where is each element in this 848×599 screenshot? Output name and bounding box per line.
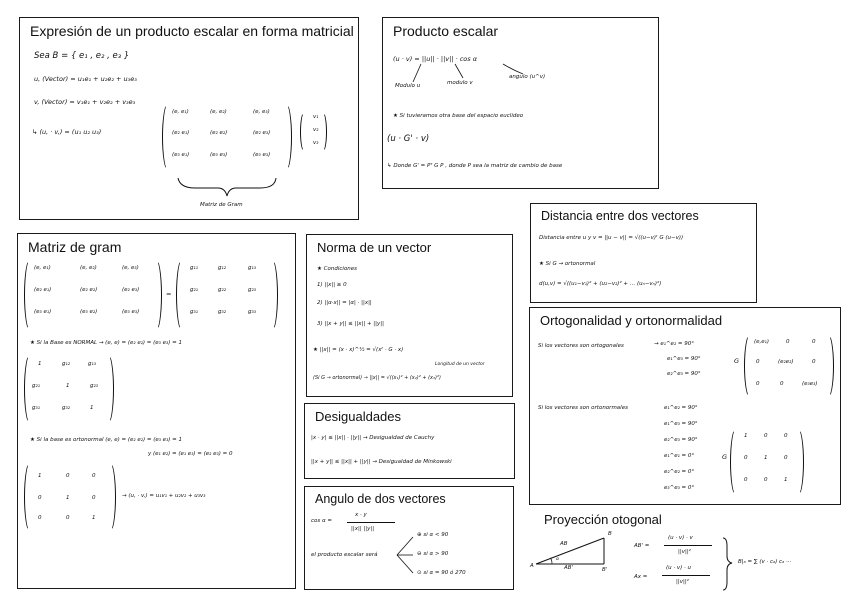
cond-3: 3) ||x + y|| ≤ ||x|| + ||y|| — [317, 321, 384, 327]
g-cell: g₃₁ — [190, 309, 198, 315]
card-norma — [306, 234, 513, 397]
distancia-def: Distancia entre u y v = ||u − v|| = √((u−v)ᵗ G (u−v)) — [539, 235, 684, 241]
desigualdad-minkowski: ||x + y|| ≤ ||x|| + ||y|| → Desigualdad de Minkowski — [311, 459, 452, 465]
cos-den: ||x|| ||y|| — [351, 526, 375, 532]
ortog-cell: (e₂e₂) — [778, 359, 794, 365]
normal-cell: g₁₃ — [88, 361, 96, 367]
ortonorm-cell: 0 — [764, 433, 768, 439]
ortonorm-cell: 1 — [744, 433, 748, 439]
gram-cell: (e₃ e₃) — [210, 152, 228, 158]
v-line: v, (Vector) = v₁e₁ + v₂e₂ + v₃e₃ — [34, 98, 136, 106]
ortog-cell: (e,e₁) — [754, 339, 770, 345]
g-label: G — [734, 357, 740, 365]
card-ortogonalidad — [529, 307, 841, 505]
section-proyeccion — [530, 510, 848, 599]
ortonorm-cond: e₁^e₂ = 90° — [664, 405, 698, 411]
prod-line: ↳ (u, · v,) = (u₁ u₂ u₃) — [32, 128, 102, 136]
label-modulo-u: Modulo u — [395, 83, 421, 89]
gram-cell: (e₃ e₁) — [34, 309, 52, 315]
normal-cell: g₂₃ — [90, 383, 98, 389]
cond-4: ★ ||x|| = (x · x)^½ = √(xᵗ · G · x) — [313, 347, 404, 353]
g-cell: g₃₂ — [218, 309, 226, 315]
ortonorm-cond: e₁^e₁ = 0° — [664, 453, 695, 459]
g-cell: g₂₂ — [218, 287, 226, 293]
gram-cell: (e, e₂) — [80, 265, 97, 271]
gram-cell: (e, e₁) — [172, 109, 189, 115]
gram-cell: (e₂ e₁) — [34, 287, 52, 293]
tri-Bp: B' — [602, 567, 608, 573]
orto-cell: 0 — [66, 515, 70, 521]
cond-2: 2) ||α·x|| = |α| · ||x|| — [317, 300, 372, 306]
card-title: Norma de un vector — [317, 240, 432, 255]
ortog-cond: e₂^e₃ = 90° — [667, 371, 701, 377]
ortonorm-cell: 0 — [784, 433, 788, 439]
ortog-cell: 0 — [812, 339, 816, 345]
ortonorm-cell: 1 — [784, 477, 788, 483]
normal-cell: 1 — [38, 361, 42, 367]
ortonorm-cond: e₁^e₃ = 90° — [664, 421, 698, 427]
formula: (u · v) = ||u|| · ||v|| · cos α — [393, 55, 477, 63]
right-paren — [104, 354, 114, 424]
label-modulo-v: modulo v — [447, 80, 473, 86]
orto-result: → (u, · v,) = u₁v₁ + u₂v₂ + u₃v₃ — [122, 493, 206, 499]
gram-cell: (e₂ e₃) — [122, 287, 140, 293]
gram-cell: (e₃ e₃) — [122, 309, 140, 315]
cos-num: x · y — [355, 512, 367, 518]
ax-eq: Ax = — [634, 574, 648, 580]
right-paren — [106, 462, 116, 532]
producto-label: el producto escalar será — [311, 552, 378, 558]
g-cell: g₃₃ — [248, 309, 256, 315]
ortonorm-cond: e₂^e₂ = 0° — [664, 469, 695, 475]
right-paren — [152, 259, 162, 331]
curly-brace — [530, 510, 848, 599]
base-expr: B|ₐ = ∑ (v · cₐ) cₐ ··· — [738, 559, 792, 565]
u-line: u, (Vector) = u₁e₁ + u₂e₂ + u₃e₃ — [34, 75, 137, 83]
ortog-label: Si los vectores son ortogonales — [538, 343, 624, 349]
normal-cell: g₂₁ — [32, 383, 40, 389]
ortog-cell: 0 — [812, 359, 816, 365]
g-cell: g₂₃ — [248, 287, 256, 293]
orto-line2: y (e₁ e₂) = (e₁ e₃) = (e₂ e₃) = 0 — [148, 451, 233, 457]
tri-B: B — [608, 531, 612, 537]
option-zero: ⊙ si α = 90 ó 270 — [417, 570, 466, 576]
label-angulo: angulo (u^v) — [509, 74, 546, 80]
gram-cell: (e₂ e₃) — [253, 130, 271, 136]
orto-cell: 1 — [66, 495, 70, 501]
distancia-orto: ★ Si G → ortonormal — [539, 261, 596, 267]
ortog-cell: 0 — [756, 359, 760, 365]
distancia-formula: d(u,v) = √((u₁−v₁)² + (u₂−v₂)² + … (uₙ−vₙ)²) — [539, 281, 662, 287]
orto-cell: 1 — [92, 515, 96, 521]
tri-alpha: α — [556, 557, 559, 562]
normal-cell: g₃₁ — [32, 405, 40, 411]
card-matriz-escalar — [19, 17, 359, 220]
ortog-cell: (e₃e₃) — [802, 381, 818, 387]
left-paren — [176, 259, 186, 331]
cond-1: 1) ||x|| ≥ 0 — [317, 282, 347, 288]
section-title: Proyección otogonal — [544, 512, 662, 527]
card-producto-escalar — [382, 17, 659, 189]
donde: ↳ Donde G' = Pᵀ G P , donde P sea la matriz de cambio de base — [387, 163, 563, 169]
base-line: Sea B = { e₁ , e₂ , e₃ } — [34, 51, 130, 61]
tri-A: A — [530, 563, 534, 569]
ab-den: ||v||² — [678, 549, 691, 555]
normal-cell: g₁₂ — [62, 361, 70, 367]
ax-den: ||v||² — [676, 579, 689, 585]
right-paren — [824, 334, 834, 398]
g-cell: g₁₁ — [190, 265, 198, 271]
card-title: Angulo de dos vectores — [315, 492, 446, 506]
left-paren — [744, 334, 754, 398]
normal-cell: 1 — [66, 383, 70, 389]
ortog-cell: 0 — [780, 381, 784, 387]
gram-cell: (e₃ e₂) — [80, 309, 98, 315]
v-cell: v₁ — [313, 114, 319, 120]
card-distancia — [530, 203, 757, 303]
g-cell: g₁₃ — [248, 265, 256, 271]
normal-cell: g₃₂ — [62, 405, 70, 411]
orto-cell: 0 — [38, 495, 42, 501]
ortonorm-label: Si los vectores son ortonormales — [538, 405, 628, 411]
card-desigualdades — [304, 403, 515, 479]
cond-5: (Si G → ortonormal) → ||x|| = √((x₁)² + (x₂)² + (x₃)²) — [313, 375, 441, 381]
gram-cell: (e₃ e₃) — [253, 152, 271, 158]
v-cell: v₂ — [313, 127, 319, 133]
gram-cell: (e₂ e₂) — [210, 130, 228, 136]
condiciones: ★ Condiciones — [317, 266, 358, 272]
ortonorm-cell: 0 — [744, 477, 748, 483]
gram-brace — [20, 18, 360, 221]
equals-sign: = — [166, 290, 172, 298]
gram-cell: (e, e₂) — [210, 109, 227, 115]
card-matriz-gram — [17, 233, 296, 589]
left-paren — [730, 428, 740, 496]
desigualdad-cauchy: |x · y| ≤ ||x|| · ||y|| → Desigualdad de Cauchy — [311, 435, 435, 441]
ortog-cell: 0 — [756, 381, 760, 387]
g-cell: g₂₁ — [190, 287, 198, 293]
option-negative: ⊖ si α > 90 — [417, 551, 449, 557]
normal-line: ★ Si la Base es NORMAL → (e, e) = (e₂ e₂) = (e₃ e₃) = 1 — [30, 340, 182, 346]
v-cell: v₃ — [313, 140, 319, 146]
gram-cell: (e, e₃) — [122, 265, 139, 271]
ab-eq: AB' = — [634, 543, 650, 549]
gram-cell: (e, e₃) — [253, 109, 270, 115]
tri-ABp: AB' — [564, 565, 574, 571]
g-label: G — [722, 453, 728, 461]
orto-line1: ★ Si la base es ortonormal (e, e) = (e₂ e₂) = (e₃ e₃) = 1 — [30, 437, 183, 443]
card-title: Desigualdades — [315, 409, 402, 424]
normal-cell: 1 — [90, 405, 94, 411]
ortonorm-cell: 0 — [784, 455, 788, 461]
ortog-cell: 0 — [786, 339, 790, 345]
ortog-cond: e₁^e₃ = 90° — [667, 356, 701, 362]
right-paren — [794, 428, 804, 496]
right-paren — [268, 259, 278, 331]
orto-cell: 0 — [92, 473, 96, 479]
orto-cell: 0 — [66, 473, 70, 479]
ax-num: (u · v) · u — [666, 565, 692, 571]
cos-lhs: cos α = — [311, 518, 332, 524]
left-paren — [24, 462, 34, 532]
option-positive: ⊕ si α < 90 — [417, 532, 449, 538]
brace-label: Matriz de Gram — [200, 202, 243, 208]
gram-cell: (e₃ e₁) — [172, 152, 190, 158]
ortog-cond: → e₁^e₂ = 90° — [654, 341, 694, 347]
gram-cell: (e₂ e₂) — [80, 287, 98, 293]
ortonorm-cell: 0 — [764, 477, 768, 483]
card-title: Producto escalar — [393, 23, 499, 39]
g-cell: g₁₂ — [218, 265, 226, 271]
card-title: Matriz de gram — [28, 239, 122, 255]
ortonorm-cond: e₃^e₃ = 0° — [664, 485, 695, 491]
ab-num: (u · v) · v — [668, 535, 693, 541]
orto-cell: 0 — [38, 515, 42, 521]
orto-cell: 0 — [92, 495, 96, 501]
gram-cell: (e₂ e₁) — [172, 130, 190, 136]
card-title: Distancia entre dos vectores — [541, 209, 699, 223]
ortonorm-cell: 0 — [744, 455, 748, 461]
card-title: Ortogonalidad y ortonormalidad — [540, 313, 723, 328]
ortonorm-cond: e₂^e₃ = 90° — [664, 437, 698, 443]
gram-cell: (e, e₁) — [34, 265, 51, 271]
ortonorm-cell: 1 — [764, 455, 768, 461]
card-title: Expresión de un producto escalar en forma matricial — [30, 23, 354, 39]
card-angulo — [304, 486, 514, 590]
tri-AB: AB — [560, 541, 568, 547]
expr: (u · G' · v) — [387, 134, 430, 144]
branch-arrows — [305, 487, 515, 591]
orto-cell: 1 — [38, 473, 42, 479]
left-paren — [24, 259, 34, 331]
cambio-base: ★ Si tuvieramos otra base del espacio euclideo — [393, 113, 524, 119]
longitud-label: Longitud de un vector — [435, 362, 485, 367]
